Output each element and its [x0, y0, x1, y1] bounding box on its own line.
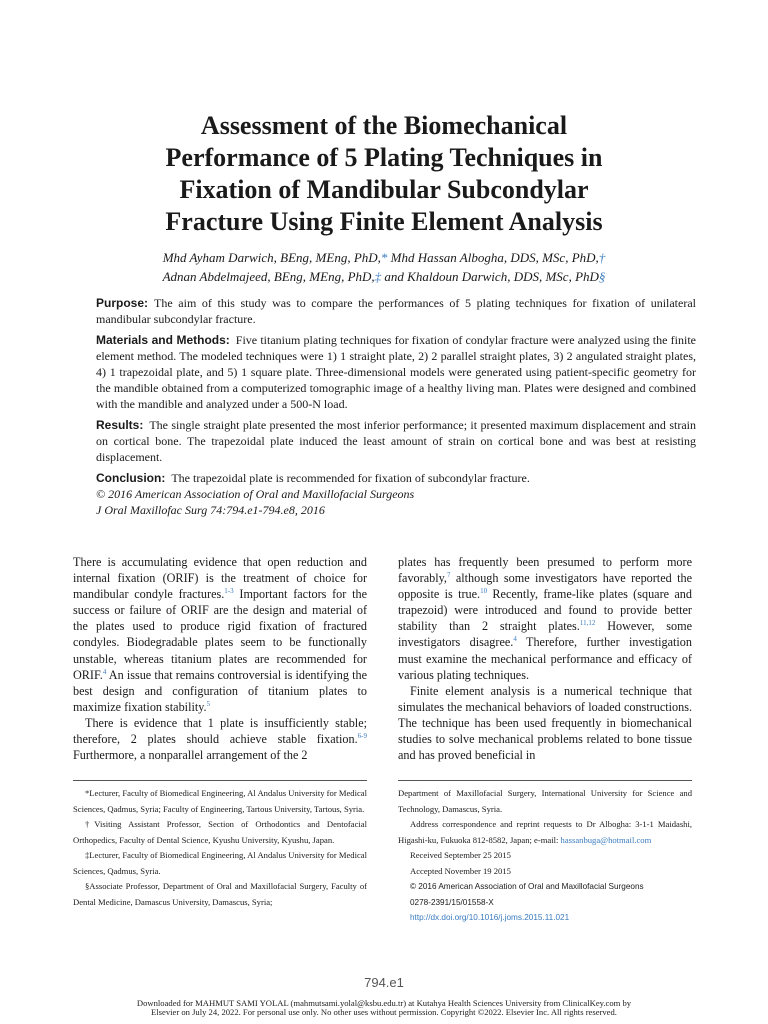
author-name: Mhd Hassan Albogha, DDS, MSc, PhD,: [390, 250, 599, 265]
results-text: The single straight plate presented the most inferior performance; it presented maximum displacement and strain on cortical bone. The trapezoidal plate induced the least amount of strain on cortical bone and was best at resisting displacement.: [96, 418, 696, 464]
received-date: Received September 25 2015: [410, 850, 511, 860]
body-paragraph: There is accumulating evidence that open reduction and internal fixation (ORIF) is the treatment of choice for mandibular condyle fractures.$^{1-3}$ Important factors for the success or failure of ORIF are the design and material of the plates used to produce rigid fixation of fractured condyles. Biodegradable plates seem to be functionally unstable, whereas titanium plates are recommended for ORIF.$^4$ An issue that remains controversial is identifying the best design and configuration of titanium plates to maximize fixation stability.$^5$: [73, 555, 367, 714]
citation-link[interactable]: 6-9: [357, 731, 367, 740]
affiliation-footnote: ‡Lecturer, Faculty of Biomedical Engineering, Al Andalus University for Medical Sciences, Qadmus, Syria.: [73, 850, 367, 876]
citation-link[interactable]: 1-3: [224, 587, 234, 596]
affiliation-mark[interactable]: †: [598, 250, 606, 265]
abstract-methods: [96, 332, 696, 412]
correspondence-note: Address correspondence and reprint requests to Dr Albogha: 3-1-1 Maidashi, Higashi-ku, Fukuoka 812-8582, Japan; e-mail: hassanbuga@hotmail.com: [398, 819, 692, 845]
author-name: Adnan Abdelmajeed, BEng, MEng, PhD,: [162, 269, 375, 284]
download-line: Elsevier on July 24, 2022. For personal use only. No other uses without permission. Copyright ©2022. Elsevier Inc. All rights reserved.: [151, 1007, 617, 1017]
body-paragraph: Finite element analysis is a numerical technique that simulates the mechanical behaviors of loaded constructions. The technique has been used frequently in biomechanical studies to solve mechanical problems related to bone tissue and has proved beneficial in: [398, 683, 692, 763]
citation-link[interactable]: 7: [446, 571, 451, 580]
journal-citation: J Oral Maxillofac Surg 74:794.e1-794.e8, 2016: [96, 503, 325, 517]
results-label: Results:: [96, 418, 144, 432]
article-title: [60, 110, 708, 238]
author-conjunction: and: [384, 269, 404, 284]
footnote-divider: [398, 780, 692, 781]
issn: 0278-2391/15/01558-X: [410, 897, 494, 907]
title-line: Assessment of the Biomechanical: [200, 111, 568, 140]
citation-link[interactable]: 5: [206, 699, 211, 708]
abstract-copyright: © 2016 American Association of Oral and Maxillofacial Surgeons: [96, 487, 415, 501]
page-number: 794.e1: [364, 975, 404, 990]
methods-label: Materials and Methods:: [96, 333, 230, 347]
abstract-purpose: [96, 295, 696, 327]
footnotes-right: [398, 786, 692, 926]
citation-link[interactable]: 10: [480, 587, 488, 596]
purpose-label: Purpose:: [96, 296, 149, 310]
affiliation-footnote: §Associate Professor, Department of Oral and Maxillofacial Surgery, Faculty of Dental Medicine, Damascus University, Damascus, Syria;: [73, 881, 367, 907]
download-line: Downloaded for MAHMUT SAMI YOLAL (mahmutsami.yolal@ksbu.edu.tr) at Kutahya Health Sciences University from ClinicalKey.com by: [136, 998, 632, 1008]
author-list: [60, 248, 708, 286]
conclusion-text: The trapezoidal plate is recommended for fixation of subcondylar fracture.: [171, 471, 530, 485]
footnote-divider: [73, 780, 367, 781]
body-paragraph: There is evidence that 1 plate is insufficiently stable; therefore, 2 plates should achieve stable fixation.$^{6-9}$ Furthermore, a nonparallel arrangement of the 2: [73, 715, 367, 763]
title-line: Fixation of Mandibular Subcondylar: [179, 175, 589, 204]
affiliation-mark[interactable]: *: [380, 250, 388, 265]
abstract: [96, 295, 696, 523]
email-link[interactable]: hassanbuga@hotmail.com: [560, 834, 652, 845]
download-notice: [0, 999, 768, 1017]
accepted-date: Accepted November 19 2015: [410, 865, 511, 876]
affiliation-footnote: †Visiting Assistant Professor, Section of Orthodontics and Dentofacial Orthopedics, Faculty of Dental Science, Kyushu University, Kyushu, Japan.: [73, 819, 367, 845]
affiliation-mark[interactable]: ‡: [374, 269, 382, 284]
footnotes-left: [73, 786, 367, 910]
citation-link[interactable]: 4: [513, 635, 517, 644]
affiliation-mark[interactable]: §: [598, 269, 606, 284]
methods-text: Five titanium plating techniques for fixation of condylar fracture were analyzed using the finite element method. The modeled techniques were 1) 1 straight plate, 2) 2 parallel straight plates, 3) 2 angulated straight plates, 4) 1 trapezoidal plate, and 5) 1 square plate. Three-dimensional models were generated using patient-specific geometry for the mandible obtained from a computerized tomographic image of a healthy living man. Plates were designed and combined with the mandible and analyzed under a 500-N load.: [96, 333, 697, 411]
author-name: Khaldoun Darwich, DDS, MSc, PhD: [407, 269, 599, 284]
affiliation-footnote: Department of Maxillofacial Surgery, International University for Science and Technology, Damascus, Syria.: [398, 788, 692, 814]
conclusion-label: Conclusion:: [96, 471, 166, 485]
purpose-text: The aim of this study was to compare the performances of 5 plating techniques for fixation of unilateral mandibular subcondylar fracture.: [96, 296, 696, 326]
citation-link[interactable]: 4: [102, 667, 107, 676]
title-line: Performance of 5 Plating Techniques in: [165, 143, 603, 172]
body-column-right: [398, 554, 692, 763]
abstract-results: [96, 417, 696, 465]
affiliation-footnote: *Lecturer, Faculty of Biomedical Engineering, Al Andalus University for Medical Sciences, Qadmus, Syria; Faculty of Engineering, Tartous University, Tartous, Syria.: [73, 788, 367, 814]
citation-link[interactable]: 11,12: [579, 619, 596, 628]
abstract-conclusion: [96, 470, 696, 518]
author-name: Mhd Ayham Darwich, BEng, MEng, PhD,: [162, 250, 381, 265]
footnote-copyright: © 2016 American Association of Oral and Maxillofacial Surgeons: [410, 882, 644, 891]
doi-link[interactable]: http://dx.doi.org/10.1016/j.joms.2015.11.021: [410, 913, 570, 922]
title-line: Fracture Using Finite Element Analysis: [165, 207, 603, 236]
body-column-left: [73, 554, 367, 763]
body-paragraph: plates has frequently been presumed to perform more favorably,$^7$ although some investigators have reported the opposite is true.$^{10}$ Recently, frame-like plates (square and trapezoid) were introduced and found to provide better stability than 2 straight plates.$^{11,12}$ However, some investigators disagree.$^4$ Therefore, further investigation must examine the mechanical performance and efficacy of various plating techniques.: [398, 555, 692, 682]
